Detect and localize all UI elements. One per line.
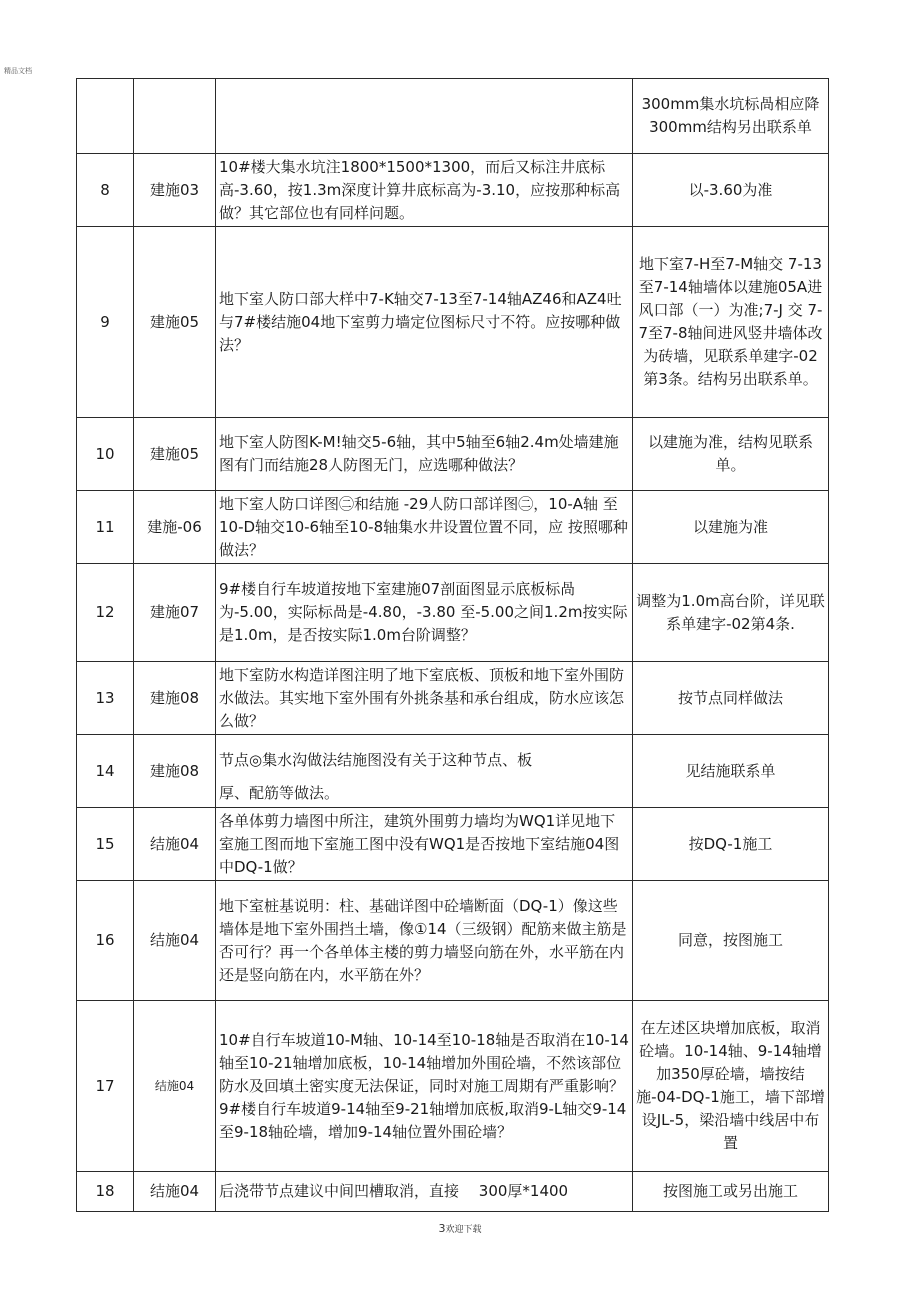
row-number: 11	[77, 491, 134, 564]
row-number: 18	[77, 1172, 134, 1212]
answer-cell: 同意，按图施工	[633, 881, 829, 1001]
drawing-code: 建施05	[134, 418, 216, 491]
question-cell: 地下室人防口部大样中7-K轴交7-13至7-14轴AZ46和AZ4吐与7#楼结施04地下室剪力墙定位图标尺寸不符。应按哪种做法？	[216, 227, 633, 418]
question-cell: 地下室防水构造详图注明了地下室底板、顶板和地下室外围防水做法。其实地下室外围有外挑条基和承台组成，防水应该怎么做？	[216, 662, 633, 735]
table-row	[77, 564, 829, 662]
answer-cell: 见结施联系单	[633, 735, 829, 808]
row-number: 16	[77, 881, 134, 1001]
row-number: 14	[77, 735, 134, 808]
table-row	[77, 418, 829, 491]
review-table	[76, 78, 829, 1212]
drawing-code: 结施04	[134, 881, 216, 1001]
table-row	[77, 1001, 829, 1172]
drawing-code: 结施04	[134, 808, 216, 881]
page-footer	[0, 1222, 920, 1235]
question-cell: 9#楼自行车坡道按地下室建施07剖面图显示底板标咼为-5.00，实际标咼是-4.80，-3.80 至-5.00之间1.2m按实际是1.0m，是否按实际1.0m台阶调整？	[216, 564, 633, 662]
table-row	[77, 881, 829, 1001]
answer-cell: 地下室7-H至7-M轴交 7-13至7-14轴墙体以建施05A进风口部（一）为准;7-J 交 7-7至7-8轴间进风竖井墙体改为砖墙，见联系单建字-02第3条。结构另出联系单。	[633, 227, 829, 418]
row-number: 13	[77, 662, 134, 735]
page-number: 3	[438, 1222, 446, 1235]
row-number: 9	[77, 227, 134, 418]
question-cell: 10#自行车坡道10-M轴、10-14至10-18轴是否取消在10-14轴至10-21轴增加底板，10-14轴增加外围砼墙，不然该部位防水及回填土密实度无法保证，同时对施工周期有严重影响？ 9#楼自行车坡道9-14轴至9-21轴增加底板,取消9-L轴交9-14至9-18轴砼墙，增加9-14轴位置外围砼墙？	[216, 1001, 633, 1172]
answer-cell: 按图施工或另出施工	[633, 1172, 829, 1212]
drawing-code: 建施08	[134, 735, 216, 808]
answer-cell: 在左述区块增加底板，取消砼墙。10-14轴、9-14轴增加350厚砼墙，墙按结施-04-DQ-1施工，墙下部增设JL-5，梁沿墙中线居中布置	[633, 1001, 829, 1172]
page-note: 欢迎下载	[445, 1225, 482, 1235]
question-cell: 10#楼大集水坑注1800*1500*1300，而后又标注井底标高-3.60，按1.3m深度计算井底标高为-3.10，应按那种标高做？其它部位也有同样问题。	[216, 154, 633, 227]
drawing-code: 建施-06	[134, 491, 216, 564]
question-cell: 地下室人防图K-M!轴交5-6轴，其中5轴至6轴2.4m处墙建施图有门而结施28人防图无门，应选哪种做法？	[216, 418, 633, 491]
drawing-code: 结施04	[134, 1172, 216, 1212]
row-number: 12	[77, 564, 134, 662]
question-line: 节点◎集水沟做法结施图没有关于这种节点、板	[219, 751, 533, 769]
drawing-code: 建施08	[134, 662, 216, 735]
table-row	[77, 79, 829, 154]
row-number: 17	[77, 1001, 134, 1172]
table-row	[77, 808, 829, 881]
row-number: 15	[77, 808, 134, 881]
table-row	[77, 227, 829, 418]
answer-cell: 以建施为准，结构见联系单。	[633, 418, 829, 491]
question-cell: 地下室人防口详图㊁和结施 -29人防口部详图㊁，10-A轴 至10-D轴交10-6轴至10-8轴集水井设置位置不同，应 按照哪种做法？	[216, 491, 633, 564]
answer-cell: 调整为1.0m高台阶，详见联系单建字-02第4条.	[633, 564, 829, 662]
answer-cell: 以-3.60为准	[633, 154, 829, 227]
table-row	[77, 491, 829, 564]
answer-cell: 按DQ-1施工	[633, 808, 829, 881]
row-number	[77, 79, 134, 154]
question-cell: 地下室桩基说明：柱、基础详图中砼墙断面（DQ-1）像这些墙体是地下室外围挡土墙，像①14（三级钢）配筋来做主筋是否可行？再一个各单体主楼的剪力墙竖向筋在外，水平筋在内还是竖向筋在内，水平筋在外？	[216, 881, 633, 1001]
table-row	[77, 735, 829, 808]
question-cell: 后浇带节点建议中间凹槽取消，直接 300厚*1400	[216, 1172, 633, 1212]
answer-cell: 按节点同样做法	[633, 662, 829, 735]
drawing-code: 建施07	[134, 564, 216, 662]
drawing-code: 建施03	[134, 154, 216, 227]
question-cell	[216, 79, 633, 154]
row-number: 10	[77, 418, 134, 491]
question-line: 厚、配筋等做法。	[219, 784, 340, 802]
answer-cell: 以建施为准	[633, 491, 829, 564]
table-row	[77, 154, 829, 227]
table-row	[77, 1172, 829, 1212]
question-cell	[216, 735, 633, 808]
answer-cell: 300mm集水坑标咼相应降300mm结构另出联系单	[633, 79, 829, 154]
drawing-code	[134, 79, 216, 154]
drawing-code: 结施04	[134, 1001, 216, 1172]
drawing-code: 建施05	[134, 227, 216, 418]
table-row	[77, 662, 829, 735]
row-number: 8	[77, 154, 134, 227]
question-cell: 各单体剪力墙图中所注，建筑外围剪力墙均为WQ1详见地下室施工图而地下室施工图中没有WQ1是否按地下室结施04图中DQ-1做？	[216, 808, 633, 881]
header-label: 精品文档	[4, 67, 32, 75]
line-gap	[219, 772, 629, 782]
